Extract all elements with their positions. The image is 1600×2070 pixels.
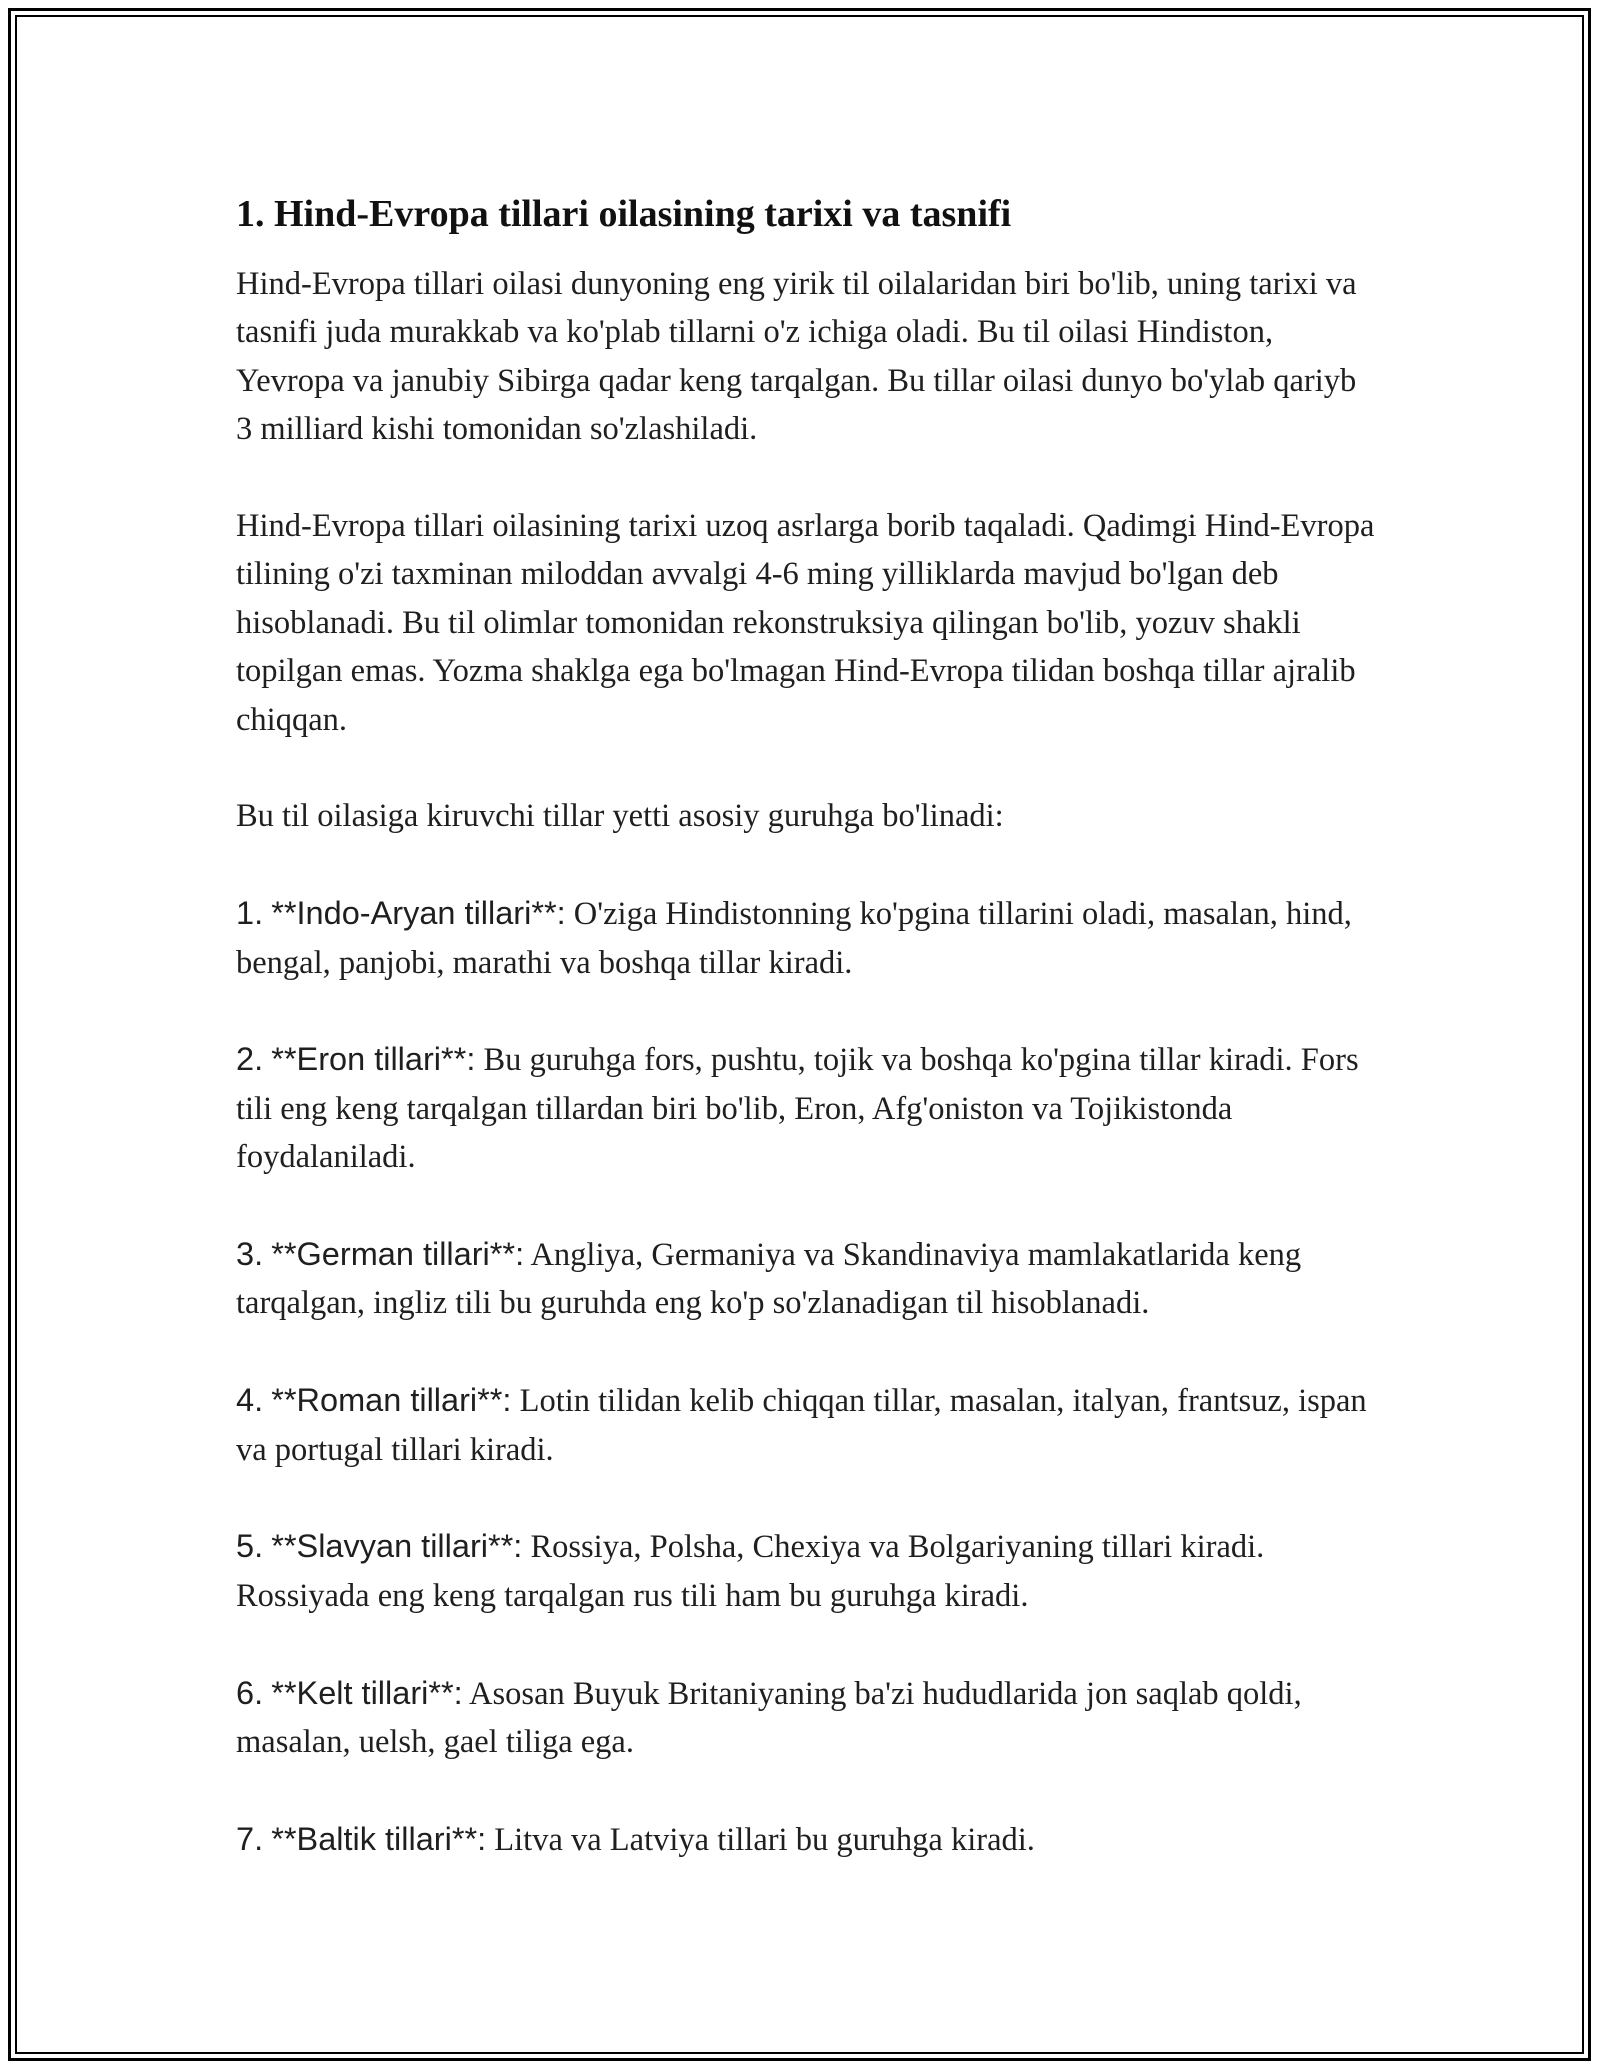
list-item-text: Rossiya, Polsha, Chexiya va Bolgariyaning tillari kiradi. Rossiyada eng keng tarqalgan rus tili ham bu guruhga kiradi. — [236, 1529, 1265, 1614]
list-item-number: 1. — [236, 895, 264, 932]
list-item-name: **Roman tillari**: — [271, 1382, 512, 1419]
list-item-name: **Indo-Aryan tillari**: — [271, 895, 566, 932]
list-item-roman — [236, 1376, 1376, 1474]
list-item-number: 5. — [236, 1528, 264, 1565]
section-heading: 1. Hind-Evropa tillari oilasining tarixi va tasnifi — [236, 193, 1012, 235]
list-item-name: **Baltik tillari**: — [271, 1820, 487, 1857]
document-body — [236, 188, 1376, 1864]
list-item-baltik — [236, 1815, 1376, 1864]
list-item-number: 4. — [236, 1382, 264, 1419]
list-item-number: 7. — [236, 1820, 264, 1857]
list-item-name: **Slavyan tillari**: — [271, 1528, 523, 1565]
intro-paragraph-1: Hind-Evropa tillari oilasi dunyoning eng yirik til oilalaridan biri bo'lib, uning tarixi va tasnifi juda murakkab va ko'plab tillarni o'z ichiga oladi. Bu til oilasi Hindiston, Yevropa va janubiy Sibirga qadar keng tarqalgan. Bu tillar oilasi dunyo bo'ylab qariyb 3 milliard kishi tomonidan so'zlashiladi. — [236, 266, 1357, 448]
intro-paragraph-3: Bu til oilasiga kiruvchi tillar yetti asosiy guruhga bo'linadi: — [236, 798, 1004, 835]
list-item-text: Bu guruhga fors, pushtu, tojik va boshqa ko'pgina tillar kiradi. Fors tili eng keng tarqalgan tillardan biri bo'lib, Eron, Afg'oniston va Tojikistonda foydalaniladi. — [236, 1042, 1359, 1176]
list-item-name: **German tillari**: — [271, 1236, 525, 1273]
list-item-number: 6. — [236, 1674, 264, 1711]
list-item-name: **Kelt tillari**: — [271, 1674, 463, 1711]
list-item-kelt — [236, 1669, 1376, 1767]
list-item-name: **Eron tillari**: — [271, 1041, 476, 1078]
list-item-slavyan — [236, 1522, 1376, 1620]
list-item-text: Litva va Latviya tillari bu guruhga kiradi. — [494, 1821, 1035, 1858]
list-item-text: Asosan Buyuk Britaniyaning ba'zi hududlarida jon saqlab qoldi, masalan, uelsh, gael tiliga ega. — [236, 1675, 1302, 1761]
list-item-text: O'ziga Hindistonning ko'pgina tillarini oladi, masalan, hind, bengal, panjobi, marathi va boshqa tillar kiradi. — [236, 896, 1352, 981]
list-item-text: Lotin tilidan kelib chiqqan tillar, masalan, italyan, frantsuz, ispan va portugal tillari kiradi. — [236, 1383, 1367, 1468]
list-item-german — [236, 1230, 1376, 1328]
list-item-indo-aryan — [236, 889, 1376, 987]
list-item-number: 2. — [236, 1041, 264, 1078]
list-item-text: Angliya, Germaniya va Skandinaviya mamlakatlarida keng tarqalgan, ingliz tili bu guruhda eng ko'p so'zlanadigan til hisoblanadi. — [236, 1237, 1302, 1322]
list-item-eron — [236, 1035, 1376, 1181]
list-item-number: 3. — [236, 1236, 264, 1273]
intro-paragraph-2: Hind-Evropa tillari oilasining tarixi uzoq asrlarga borib taqaladi. Qadimgi Hind-Evropa tilining o'zi taxminan miloddan avvalgi 4-6 ming yilliklarda mavjud bo'lgan deb hisoblanadi. Bu til olimlar tomonidan rekonstruksiya qilingan bo'lib, yozuv shakli topilgan emas. Yozma shaklga ega bo'lmagan Hind-Evropa tilidan boshqa tillar ajralib chiqqan. — [236, 508, 1375, 738]
